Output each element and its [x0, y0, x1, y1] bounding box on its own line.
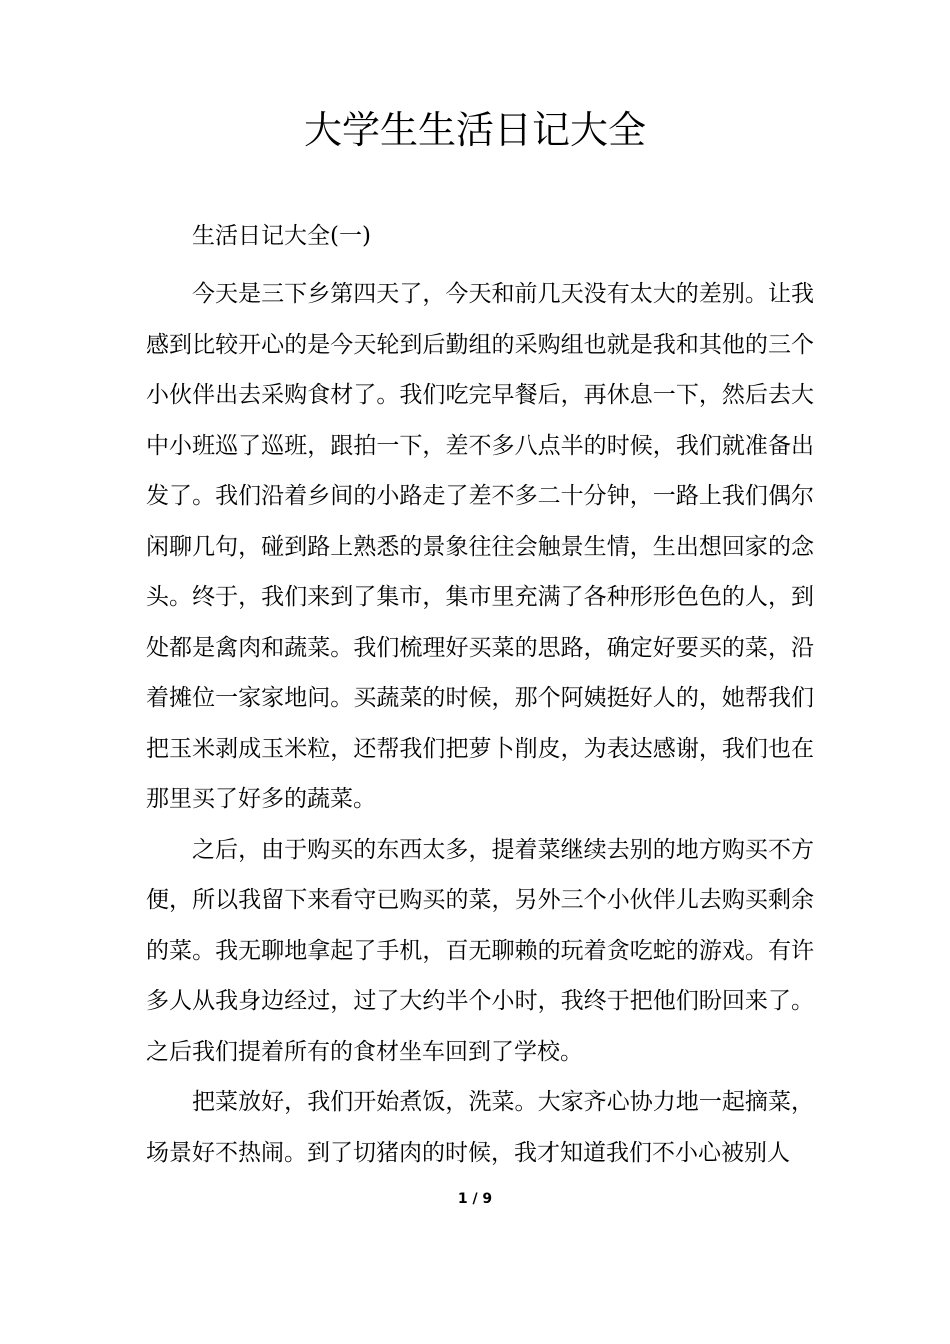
- paragraph: 今天是三下乡第四天了，今天和前几天没有太大的差别。让我感到比较开心的是今天轮到后勤组的采购组也就是我和其他的三个小伙伴出去采购食材了。我们吃完早餐后，再休息一下，然后去大中小班巡了巡班，跟拍一下，差不多八点半的时候，我们就准备出发了。我们沿着乡间的小路走了差不多二十分钟，一路上我们偶尔闲聊几句，碰到路上熟悉的景象往往会触景生情，生出想回家的念头。终于，我们来到了集市，集市里充满了各种形形色色的人，到处都是禽肉和蔬菜。我们梳理好买菜的思路，确定好要买的菜，沿着摊位一家家地问。买蔬菜的时候，那个阿姨挺好人的，她帮我们把玉米剥成玉米粒，还帮我们把萝卜削皮，为表达感谢，我们也在那里买了好多的蔬菜。: [146, 281, 814, 812]
- paragraph: 把菜放好，我们开始煮饭，洗菜。大家齐心协力地一起摘菜，场景好不热闹。到了切猪肉的时候，我才知道我们不小心被别人: [146, 1089, 814, 1166]
- paragraph: 之后，由于购买的东西太多，提着菜继续去别的地方购买不方便，所以我留下来看守已购买的菜，另外三个小伙伴儿去购买剩余的菜。我无聊地拿起了手机，百无聊赖的玩着贪吃蛇的游戏。有许多人从我身边经过，过了大约半个小时，我终于把他们盼回来了。之后我们提着所有的食材坐车回到了学校。: [146, 836, 814, 1065]
- page-number: 1 / 9: [457, 1191, 493, 1207]
- document-body: [146, 269, 814, 1178]
- section-heading: 生活日记大全(一): [192, 223, 371, 249]
- document-title: 大学生生活日记大全: [303, 108, 646, 152]
